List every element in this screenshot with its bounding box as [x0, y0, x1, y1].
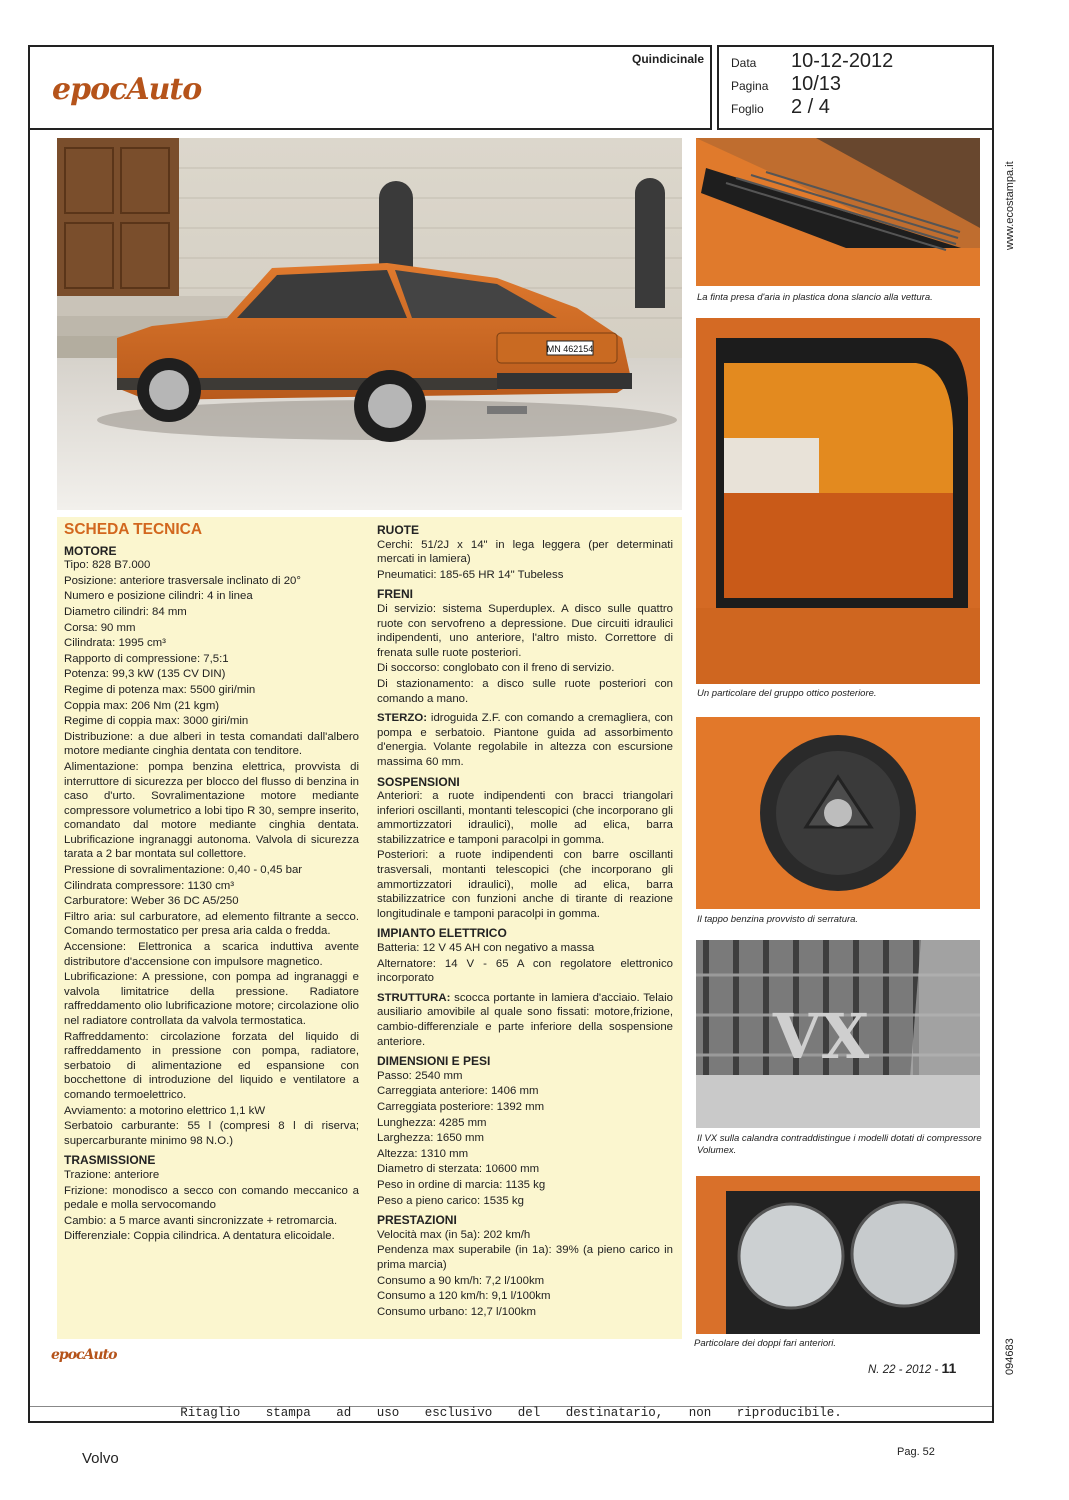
spec-line: Batteria: 12 V 45 AH con negativo a massa [377, 942, 595, 955]
spec-line: Peso in ordine di marcia: 1135 kg [377, 1178, 546, 1191]
spec-line: Velocità max (in 5a): 202 km/h [377, 1228, 531, 1241]
spec-line: Filtro aria: sul carburatore, ad elemento filtrante a secco. Comando termostatico per presa aria calda o fredda. [64, 910, 359, 938]
meta-label-data: Data [731, 56, 757, 70]
page-number: 11 [941, 1360, 957, 1376]
spec-line: Regime di coppia max: 3000 giri/min [64, 715, 249, 728]
headlights-photo [696, 1176, 980, 1334]
spec-line-struttura [377, 991, 673, 1049]
publication-frequency: Quindicinale [631, 52, 704, 66]
heading-prestazioni: PRESTAZIONI [377, 1213, 457, 1228]
spec-line: Altezza: 1310 mm [377, 1147, 469, 1160]
heading-sterzo: STERZO: [377, 712, 427, 725]
spec-line: Cilindrata compressore: 1130 cm³ [64, 879, 235, 892]
meta-value-data: 10-12-2012 [791, 50, 894, 72]
meta-value-foglio: 2 / 4 [791, 96, 830, 118]
caption-air-vent: La finta presa d'aria in plastica dona slancio alla vettura. [697, 292, 933, 303]
spec-line: Passo: 2540 mm [377, 1069, 463, 1082]
spec-line: Pressione di sovralimentazione: 0,40 - 0,45 bar [64, 864, 303, 877]
spec-line: Diametro cilindri: 84 mm [64, 605, 187, 618]
spec-sheet [57, 517, 682, 1339]
heading-freni: FRENI [377, 587, 413, 602]
footer-logo: epocAuto [51, 1347, 117, 1363]
spec-line: Pneumatici: 185-65 HR 14" Tubeless [377, 568, 564, 581]
spec-line: Cilindrata: 1995 cm³ [64, 637, 166, 650]
side-url: www.ecostampa.it [1004, 161, 1016, 250]
spec-line: Avviamento: a motorino elettrico 1,1 kW [64, 1104, 266, 1117]
spec-line: Distribuzione: a due alberi in testa comandati dall'albero motore mediante cinghia dentata con tenditore. [64, 730, 359, 758]
spec-line: Regime di potenza max: 5500 giri/min [64, 683, 256, 696]
vx-badge: VX [772, 1000, 870, 1073]
spec-line: Potenza: 99,3 kW (135 CV DIN) [64, 668, 226, 681]
issue-page-number [868, 1360, 956, 1376]
caption-headlights: Particolare dei doppi fari anteriori. [694, 1338, 837, 1349]
spec-line: Anteriori: a ruote indipendenti con bracci triangolari inferiori oscillanti, montanti telescopici (che incorporano gli ammortizzatori idraulici), molle ad elica, barra stabilizzatrice e tamponi paracolpi in gomma. [377, 790, 673, 846]
spec-line: Numero e posizione cilindri: 4 in linea [64, 590, 253, 603]
spec-line: Accensione: Elettronica a scarica induttiva avente distributore d'accensione con impulsore magnetico. [64, 941, 359, 968]
spec-line: Peso a pieno carico: 1535 kg [377, 1194, 524, 1207]
spec-line: Carreggiata posteriore: 1392 mm [377, 1100, 545, 1113]
spec-line-sterzo [377, 711, 673, 769]
spec-line: Carburatore: Weber 36 DC A5/250 [64, 895, 239, 908]
fuel-cap-photo [696, 717, 980, 909]
side-code: 094683 [1004, 1338, 1016, 1375]
spec-line: Rapporto di compressione: 7,5:1 [64, 652, 229, 665]
caption-grille: Il VX sulla calandra contraddistingue i modelli dotati di compressore Volumex. [697, 1133, 982, 1156]
license-plate: MN 462154 [546, 344, 594, 354]
client-brand: Volvo [82, 1450, 119, 1467]
meta-label-pagina: Pagina [731, 79, 769, 93]
clip-notice: Ritaglio stampa ad uso esclusivo del destinatario, non riproducibile. [180, 1406, 842, 1420]
spec-line: Cerchi: 51/2J x 14" in lega leggera (per determinati mercati in lamiera) [377, 538, 673, 566]
spec-line: Posteriori: a ruote indipendenti con barre oscillanti trasversali, montanti telescopici (che incorporano gli ammortizzatori idraulici), molle ad elica, barra stabilizzatrice con funzioni anche di tirante di reazione longitudinale e tamponi paracolpi in gomma. [377, 849, 673, 920]
spec-line: Posizione: anteriore trasversale inclinato di 20° [64, 574, 301, 587]
spec-line: Corsa: 90 mm [64, 621, 136, 634]
spec-line: Diametro di sterzata: 10600 mm [377, 1163, 540, 1176]
spec-line: Consumo a 90 km/h: 7,2 l/100km [377, 1274, 545, 1287]
spec-line: Di soccorso: conglobato con il freno di servizio. [377, 662, 615, 675]
meta-value-pagina: 10/13 [791, 73, 842, 95]
heading-struttura: STRUTTURA: [377, 991, 451, 1004]
spec-line: Larghezza: 1650 mm [377, 1132, 485, 1145]
spec-line: Serbatoio carburante: 55 l (compresi 8 l di riserva; supercarburante minimo 98 N.O.) [64, 1120, 359, 1147]
heading-trasmissione: TRASMISSIONE [64, 1153, 156, 1168]
meta-label-foglio: Foglio [731, 102, 764, 116]
spec-column-right [377, 523, 673, 1320]
spec-line: Lubrificazione: A pressione, con pompa ad ingranaggi e valvola limitatrice della pressione. Radiatore raffreddamento olio lubrificazione motore; circolazione olio nel radiatore controllata da valvola termostatica. [64, 971, 359, 1027]
spec-struttura-text: scocca portante in lamiera d'acciaio. Telaio ausiliario amovibile al quale sono fissati: motore,frizione, cambio-differenziale e parte inferiore della sospensione anteriore. [377, 991, 673, 1048]
main-car-photo [57, 138, 682, 510]
spec-line: Trazione: anteriore [64, 1168, 160, 1181]
heading-ruote: RUOTE [377, 523, 419, 537]
spec-line: Di stazionamento: a disco sulle ruote posteriori con comando a mano. [377, 677, 673, 705]
heading-motore: MOTORE [64, 543, 117, 558]
spec-line: Alimentazione: pompa benzina elettrica, provvista di interruttore di sicurezza per blocco del flusso di benzina in caso d'urto. Sovralimentazione motore mediante compressore volumetrico a lobi tipo R 30, sempre inserito, comandato dal motore mediante cinghia dentata. Lubrificazione ingranaggi autonoma. Valvola di sicurezza tarata a 2 bar montata sul collettore. [64, 760, 359, 861]
spec-sterzo-text: idroguida Z.F. con comando a cremagliera, con pompa e serbatoio. Piantone guida ad assorbimento d'energia. Volante regolabile in altezza con escursione massima 60 mm. [377, 712, 673, 768]
heading-impianto: IMPIANTO ELETTRICO [377, 926, 507, 941]
caption-fuel-cap: Il tappo benzina provvisto di serratura. [697, 914, 859, 925]
spec-column-left [64, 523, 359, 1245]
spec-line: Pendenza max superabile (in 1a): 39% (a pieno carico in prima marcia) [377, 1244, 673, 1271]
caption-tail-light: Un particolare del gruppo ottico posteriore. [697, 688, 877, 699]
heading-dimensioni: DIMENSIONI E PESI [377, 1054, 491, 1069]
spec-line: Raffreddamento: circolazione forzata del liquido di raffreddamento in pressione con pompa, radiatore, serbatoio di alimentazione ed espansione con bocchettone di introduzione del liquido e ventilatore a comando termoelettrico. [64, 1030, 359, 1101]
tail-light-photo [696, 318, 980, 684]
spec-line: Consumo urbano: 12,7 l/100km [377, 1305, 536, 1318]
header-meta-box [717, 45, 994, 130]
spec-line: Di servizio: sistema Superduplex. A disco sulle quattro ruote con servofreno a depressione. Due circuiti idraulici indipendenti, uno anteriore, l'altro misto. Correttore di frenata sulle ruote posteriori. [377, 602, 673, 659]
air-vent-photo [696, 138, 980, 286]
spec-line: Differenziale: Coppia cilindrica. A dentatura elicoidale. [64, 1230, 335, 1243]
magazine-logo: epocAuto [52, 72, 202, 107]
spec-line: Coppia max: 206 Nm (21 kgm) [64, 699, 220, 712]
heading-sospensioni: SOSPENSIONI [377, 774, 460, 789]
spec-title: SCHEDA TECNICA [64, 521, 203, 538]
spec-line: Cambio: a 5 marce avanti sincronizzate + retromarcia. [64, 1214, 338, 1227]
spec-line: Tipo: 828 B7.000 [64, 559, 151, 572]
spec-line: Alternatore: 14 V - 65 A con regolatore elettronico incorporato [377, 957, 673, 985]
issue-label: N. 22 - 2012 - [868, 1364, 942, 1376]
report-page-number: Pag. 52 [897, 1446, 935, 1458]
spec-line: Lunghezza: 4285 mm [377, 1116, 487, 1129]
spec-line: Frizione: monodisco a secco con comando meccanico a pedale e molla servocomando [64, 1184, 359, 1212]
spec-line: Carreggiata anteriore: 1406 mm [377, 1085, 539, 1098]
grille-photo [696, 940, 980, 1128]
spec-line: Consumo a 120 km/h: 9,1 l/100km [377, 1290, 551, 1303]
